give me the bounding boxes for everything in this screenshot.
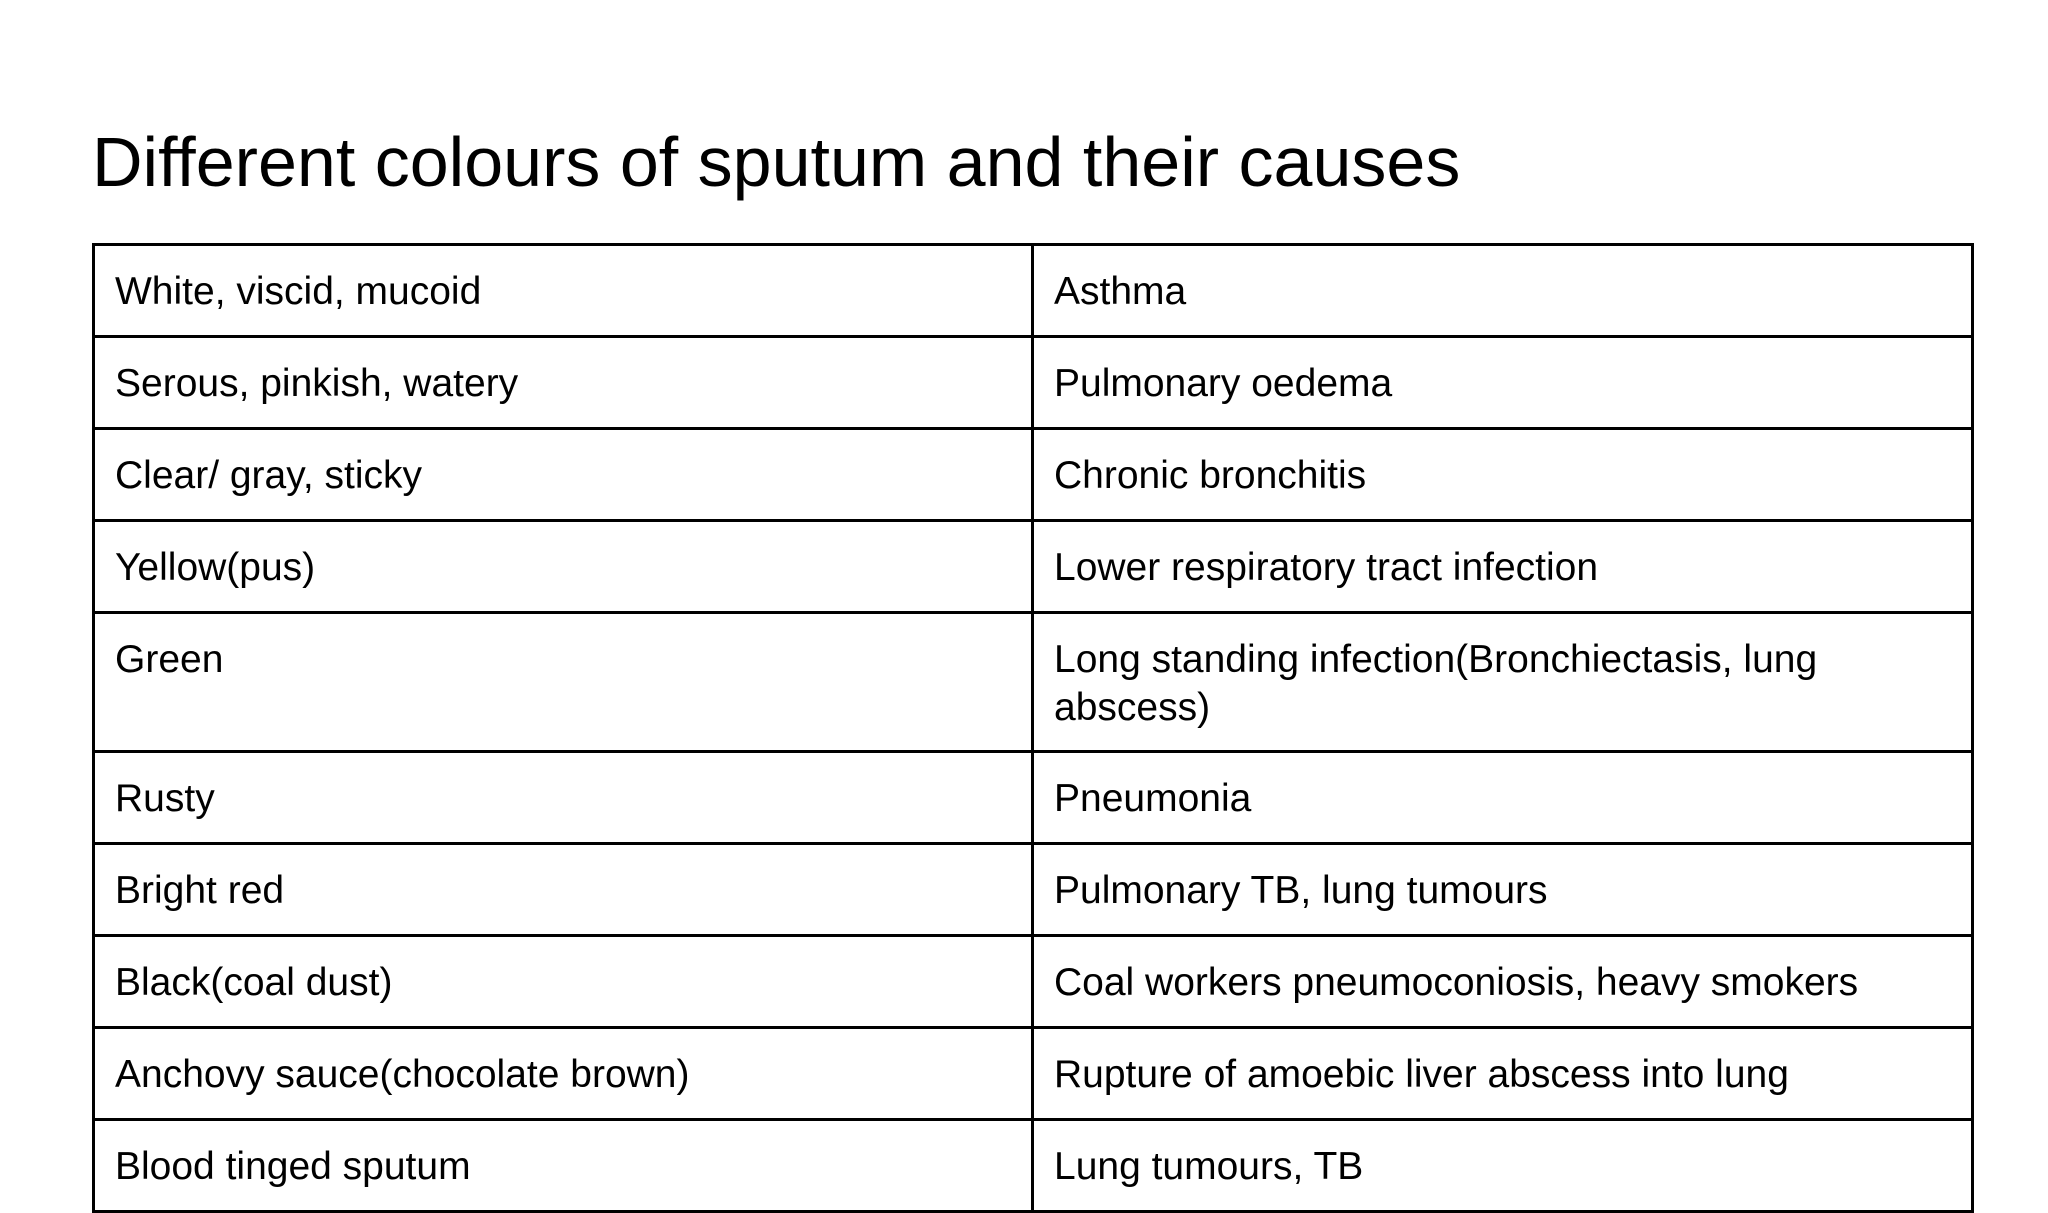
cause-cell: Lower respiratory tract infection bbox=[1033, 521, 1973, 613]
table-row bbox=[94, 245, 1973, 337]
cause-cell: Pulmonary oedema bbox=[1033, 337, 1973, 429]
table-row bbox=[94, 337, 1973, 429]
table-row bbox=[94, 1120, 1973, 1212]
cause-cell: Asthma bbox=[1033, 245, 1973, 337]
colour-cell: Green bbox=[94, 613, 1033, 752]
colour-cell: Rusty bbox=[94, 752, 1033, 844]
cause-cell: Chronic bronchitis bbox=[1033, 429, 1973, 521]
cause-cell: Lung tumours, TB bbox=[1033, 1120, 1973, 1212]
colour-cell: Serous, pinkish, watery bbox=[94, 337, 1033, 429]
colour-cell: Black(coal dust) bbox=[94, 936, 1033, 1028]
colour-cell: Clear/ gray, sticky bbox=[94, 429, 1033, 521]
cause-cell: Pneumonia bbox=[1033, 752, 1973, 844]
colour-cell: Blood tinged sputum bbox=[94, 1120, 1033, 1212]
colour-cell: Yellow(pus) bbox=[94, 521, 1033, 613]
colour-cell: White, viscid, mucoid bbox=[94, 245, 1033, 337]
table-row bbox=[94, 844, 1973, 936]
cause-cell: Long standing infection(Bronchiectasis, lung abscess) bbox=[1033, 613, 1973, 752]
sputum-table-container bbox=[92, 243, 1974, 1213]
table-row bbox=[94, 936, 1973, 1028]
sputum-causes-table bbox=[92, 243, 1974, 1213]
table-row bbox=[94, 521, 1973, 613]
table-body bbox=[94, 245, 1973, 1212]
table-row bbox=[94, 613, 1973, 752]
colour-cell: Bright red bbox=[94, 844, 1033, 936]
cause-cell: Coal workers pneumoconiosis, heavy smokers bbox=[1033, 936, 1973, 1028]
table-row bbox=[94, 429, 1973, 521]
colour-cell: Anchovy sauce(chocolate brown) bbox=[94, 1028, 1033, 1120]
slide-title: Different colours of sputum and their causes bbox=[92, 123, 1461, 201]
table-row bbox=[94, 1028, 1973, 1120]
cause-cell: Rupture of amoebic liver abscess into lung bbox=[1033, 1028, 1973, 1120]
cause-cell: Pulmonary TB, lung tumours bbox=[1033, 844, 1973, 936]
table-row bbox=[94, 752, 1973, 844]
